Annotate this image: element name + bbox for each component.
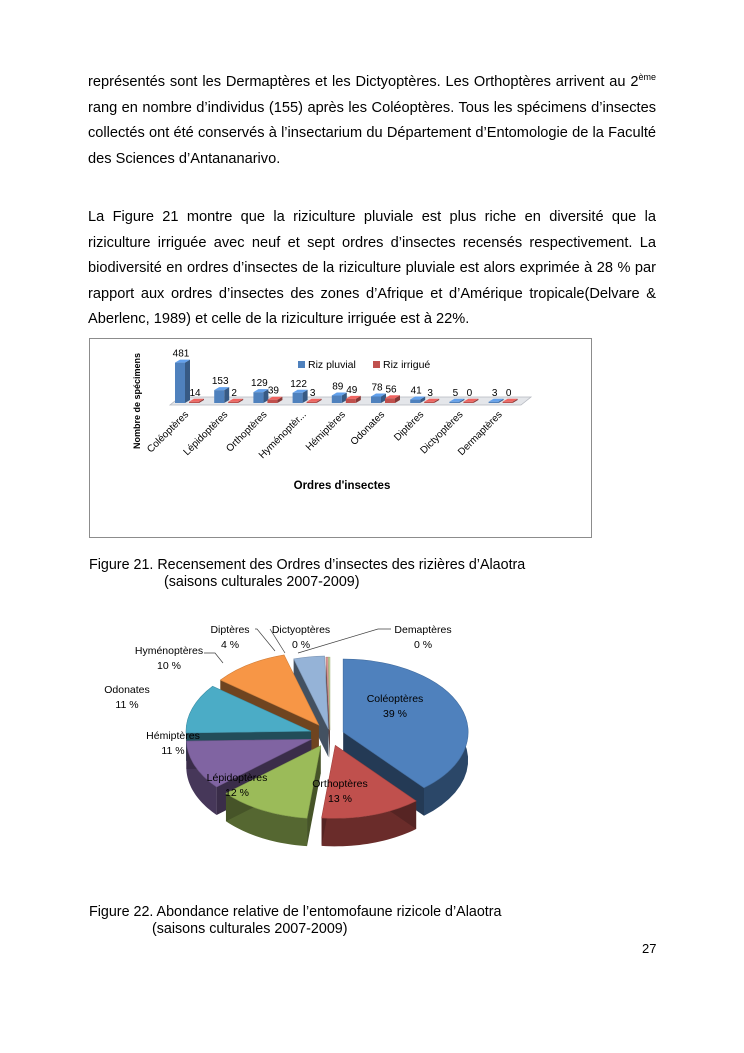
paragraph-1-text-a: représentés sont les Dermaptères et les Dictyoptères. Les Orthoptères arrivent au 2 xyxy=(88,74,639,90)
bar-value-label: 3 xyxy=(427,387,433,399)
bar-riz-pluvial-3 xyxy=(293,390,308,403)
legend-swatch xyxy=(373,361,380,368)
x-tick-label: Odonates xyxy=(348,409,388,448)
bar-value-label: 41 xyxy=(410,385,422,397)
pie-label-pct: 0 % xyxy=(413,639,433,651)
paragraph-2: La Figure 21 montre que la riziculture pluviale est plus riche en diversité que la riziculture irriguée avec neuf et sept ordres d’insectes recensés respectivement. La biodiversité en ordres d’insectes de la riziculture pluviale est alors exprimée à 28 % par rapport aux ordres d’insectes des zones d’Afrique et d’Amérique tropicale(Delvare & Aberlenc, 1989) et celle de la riziculture irriguée est à 22%. xyxy=(88,209,656,328)
figure-21-caption: Figure 21. Recensement des Ordres d’insectes des rizières d’Alaotra xyxy=(89,557,526,573)
x-tick-label: Hémiptères xyxy=(303,409,348,454)
bar-front xyxy=(175,363,185,403)
x-tick-label: Orthoptères xyxy=(224,409,270,455)
bar-riz-pluvial-0 xyxy=(175,360,190,403)
pie-label-pct: 4 % xyxy=(220,639,240,651)
bar-value-label: 56 xyxy=(385,384,397,396)
bar-value-label: 122 xyxy=(290,378,307,390)
bar-front xyxy=(307,402,317,403)
legend-label: Riz pluvial xyxy=(308,359,356,371)
legend-label: Riz irrigué xyxy=(383,359,431,371)
pie-label-name: Coléoptères xyxy=(366,693,424,705)
bar-value-label: 481 xyxy=(172,348,190,360)
bar-value-label: 49 xyxy=(346,384,358,396)
paragraph-1 xyxy=(88,70,656,172)
bar-front xyxy=(253,392,263,403)
pie-label-pct: 12 % xyxy=(225,787,249,799)
pie-label-pct: 10 % xyxy=(157,660,181,672)
pie-label-name: Dictyoptères xyxy=(271,624,331,636)
bar-value-label: 5 xyxy=(452,387,459,399)
pie-label-name: Odonates xyxy=(104,684,150,696)
x-tick-label: Dictyoptères xyxy=(418,409,466,457)
bar-front xyxy=(267,400,277,403)
pie-label-name: Diptères xyxy=(210,624,250,636)
figure-21-caption-sub: (saisons culturales 2007-2009) xyxy=(164,574,360,590)
figure-22-caption: Figure 22. Abondance relative de l’entomofaune rizicole d’Alaotra xyxy=(89,904,502,920)
x-tick-label: Dermaptères xyxy=(456,409,505,459)
x-tick-label: Diptères xyxy=(392,409,427,444)
bar-front xyxy=(332,396,342,403)
bar-value-label: 3 xyxy=(309,387,316,399)
x-tick-label: Coléoptères xyxy=(145,409,192,456)
bar-value-label: 14 xyxy=(189,387,201,399)
bar-front xyxy=(228,402,238,403)
bar-front xyxy=(449,402,459,403)
figure-21-bar-chart xyxy=(90,339,591,537)
pie-label-pct: 11 % xyxy=(115,699,139,711)
bar-value-label: 0 xyxy=(505,387,512,399)
bar-front xyxy=(346,399,356,403)
bar-front xyxy=(293,393,303,403)
bar-value-label: 78 xyxy=(371,382,383,394)
bar-front xyxy=(424,402,434,403)
pie-label-name: Lépidoptères xyxy=(206,772,268,784)
bar-front xyxy=(385,398,395,403)
pie-label-name: Hyménoptères xyxy=(134,645,204,657)
bar-front xyxy=(503,402,513,403)
bar-front xyxy=(189,402,199,403)
pie-label-pct: 39 % xyxy=(383,708,407,720)
bar-riz-pluvial-2 xyxy=(253,389,268,403)
bar-value-label: 0 xyxy=(466,387,473,399)
bar-value-label: 3 xyxy=(491,387,498,399)
figure-21-chart-frame xyxy=(89,338,592,538)
bar-front xyxy=(410,400,420,403)
legend-swatch xyxy=(298,361,305,368)
bar-value-label: 89 xyxy=(332,381,344,393)
pie-label-pct: 13 % xyxy=(328,793,352,805)
pie-label-pct: 11 % xyxy=(161,745,185,757)
bar-value-label: 2 xyxy=(231,387,237,399)
bar-riz-pluvial-1 xyxy=(214,387,229,403)
paragraph-1-text-b: rang en nombre d’individus (155) après les Coléoptères. Tous les spécimens d’insectes collectés ont été conservés à l’insectarium du Département d’Entomologie de la Faculté des Sciences d’Antananarivo. xyxy=(88,99,656,167)
leader-line-hymenopteres xyxy=(204,653,223,663)
bar-value-label: 39 xyxy=(267,385,279,397)
figure-22-caption-sub: (saisons culturales 2007-2009) xyxy=(152,921,348,937)
bar-front xyxy=(489,402,499,403)
page-number: 27 xyxy=(642,941,657,956)
x-tick-label: Hyménoptèr... xyxy=(256,409,309,462)
pie-label-name: Hémiptères xyxy=(146,730,200,742)
bar-front xyxy=(463,402,473,403)
ordinal-superscript: ème xyxy=(638,72,656,82)
pie-label-name: Demaptères xyxy=(394,624,452,636)
pie-label-name: Orthoptères xyxy=(312,778,368,790)
pie-label-pct: 0 % xyxy=(291,639,311,651)
figure-22-pie-chart xyxy=(95,615,555,895)
x-axis-title: Ordres d'insectes xyxy=(293,480,391,492)
bar-value-label: 153 xyxy=(211,376,229,388)
x-tick-label: Lépidoptères xyxy=(181,409,231,459)
bar-front xyxy=(371,396,381,403)
y-axis-title: Nombre de spécimens xyxy=(132,352,142,450)
bar-front xyxy=(214,390,224,403)
bar-value-label: 129 xyxy=(251,378,268,390)
